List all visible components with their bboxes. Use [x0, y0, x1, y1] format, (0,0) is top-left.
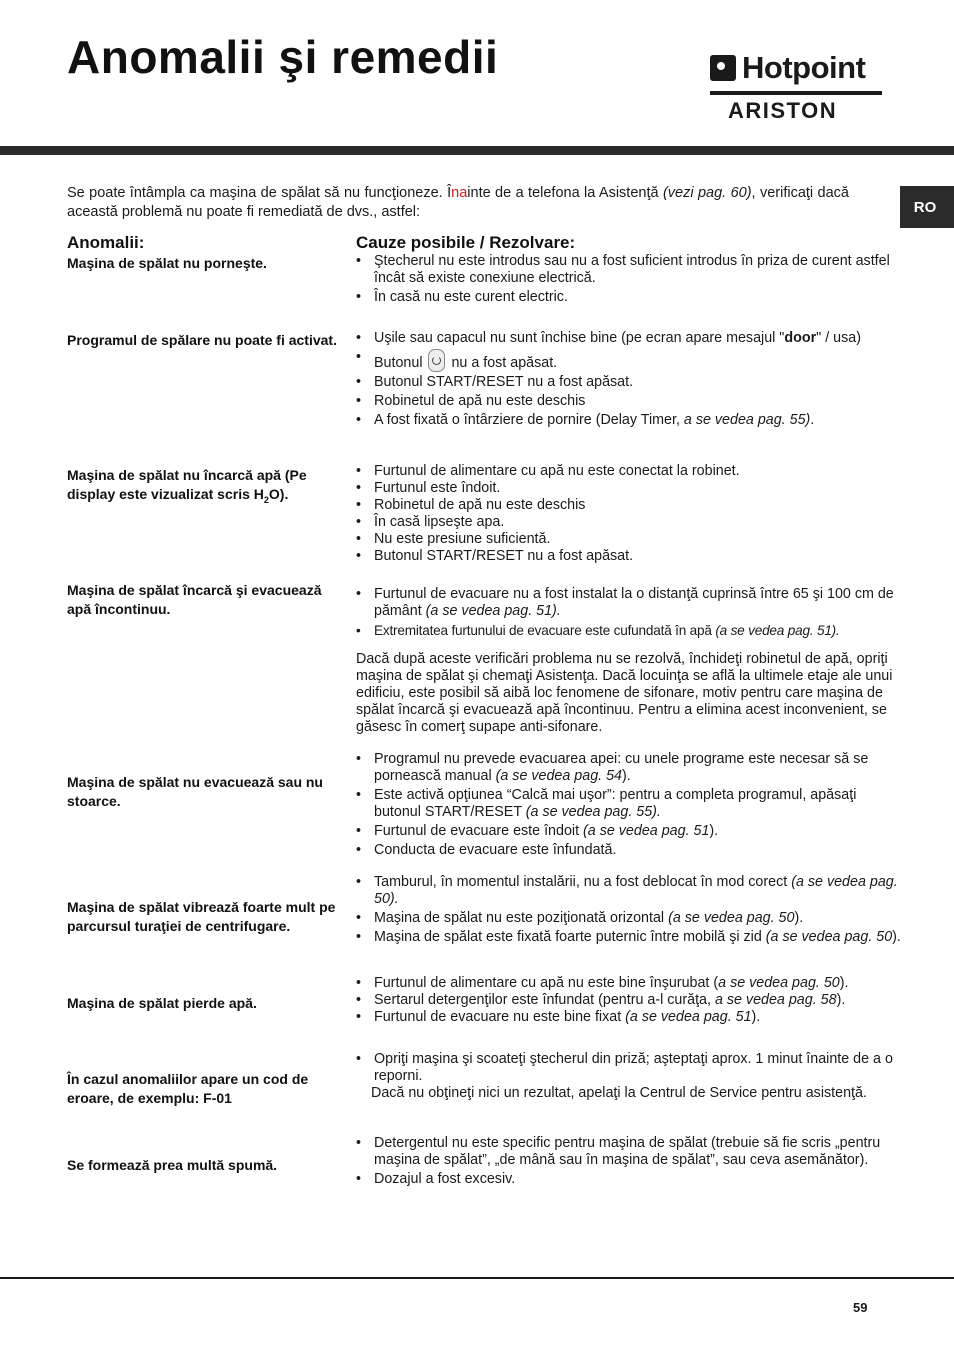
causes-list [356, 330, 901, 431]
cause-text: ). [892, 929, 901, 945]
cause-text: A fost fixată o întârziere de pornire (Delay Timer, [374, 412, 684, 428]
cause-item: • Furtunul este îndoit. [356, 480, 901, 496]
cause-item [356, 412, 901, 429]
cause-item: • Conducta de evacuare este înfundată. [356, 842, 901, 859]
cause-text: Este activă opţiunea “Calcă mai uşor”: pentru a completa programul, apăsaţi butonul START/RESET [374, 787, 857, 820]
cause-item: • Ştecherul nu este introdus sau nu a fost suficient introdus în priza de curent astfel încât să existe conexiune electrică. [356, 253, 901, 287]
cause-text: . [810, 412, 815, 428]
causes-list [356, 975, 901, 1028]
page-title: Anomalii şi remedii [67, 31, 499, 83]
causes-list [356, 874, 901, 948]
cause-text: Furtunul de evacuare este îndoit [374, 823, 584, 839]
page-reference: (a se vedea pag. 55). [525, 804, 661, 820]
cause-item: • Butonul START/RESET nu a fost apăsat. [356, 374, 901, 391]
cause-item: • Opriţi maşina şi scoateţi ştecherul din priză; aşteptaţi aprox. 1 minut înainte de a o reporni. [356, 1051, 901, 1085]
cause-text: ). [836, 992, 846, 1008]
page-reference: a se vedea pag. 58 [714, 992, 837, 1008]
cause-text: Tamburul, în momentul instalării, nu a fost deblocat în mod corect [374, 874, 792, 890]
page-reference: (a se vedea pag. 50). [374, 874, 898, 907]
subscript: 2 [263, 494, 269, 505]
anomaly-label: Programul de spălare nu poate fi activat. [67, 332, 337, 348]
anomaly-label: În cazul anomaliilor apare un cod de eroare, de exemplu: F-01 [67, 1071, 309, 1106]
cause-item [356, 992, 901, 1009]
power-button-icon [428, 349, 445, 372]
causes-list [356, 1135, 901, 1190]
anomaly-label: Maşina de spălat nu evacuează sau nu stoarce. [67, 774, 323, 809]
cause-text: ). [794, 910, 804, 926]
cause-item [356, 787, 901, 821]
cause-item [356, 330, 901, 347]
cause-item: • În casă lipseşte apa. [356, 514, 901, 530]
page-reference: (vezi pag. 60) [662, 185, 752, 201]
page-reference: (a se vedea pag. 54 [495, 768, 622, 784]
cause-item [356, 929, 901, 946]
cause-text: Butonul [374, 355, 427, 371]
cause-item [356, 1009, 901, 1026]
intro-text: , verificaţi dacă această problemă nu poate fi remediată de dvs., astfel: [67, 185, 849, 220]
page-reference: (a se vedea pag. 51). [715, 623, 840, 638]
cause-item: • Nu este presiune suficientă. [356, 531, 901, 547]
door-message: door [784, 330, 817, 346]
cause-item: • Detergentul nu este specific pentru maşina de spălat (trebuie să fie scris „pentru maşina de spălat”, „de mână sau în maşina de spălat”, sau ceva asemănător). [356, 1135, 901, 1169]
page-number: 59 [853, 1300, 868, 1315]
logo-divider [710, 91, 882, 95]
cause-item [356, 586, 901, 620]
cause-item [356, 622, 901, 639]
cause-text: Extremitatea furtunului de evacuare este cufundată în apă [374, 623, 716, 638]
cause-item [356, 874, 901, 908]
cause-text: Furtunul de evacuare nu este bine fixat [374, 1009, 626, 1025]
cause-item: • În casă nu este curent electric. [356, 289, 901, 306]
anomalies-heading: Anomalii: [67, 233, 145, 252]
cause-item [356, 823, 901, 840]
footer-divider [0, 1277, 954, 1279]
brand-name: Hotpoint [742, 50, 866, 85]
page-reference: (a se vedea pag. 51). [425, 603, 561, 619]
causes-list [356, 1051, 901, 1102]
cause-text: Programul nu prevede evacuarea apei: cu unele programe este necesar să se pornească manual [374, 751, 869, 784]
language-tab: RO [900, 186, 954, 228]
brand-logo [708, 50, 884, 125]
cause-item [356, 910, 901, 927]
intro-text: Se poate întâmpla ca maşina de spălat să nu funcţioneze. Î [67, 185, 452, 201]
cause-item: • Robinetul de apă nu este deschis [356, 497, 901, 513]
cause-item [356, 975, 901, 992]
anomaly-label: Maşina de spălat nu porneşte. [67, 255, 267, 271]
causes-list [356, 463, 901, 566]
anomaly-text: O). [268, 486, 289, 502]
causes-list [356, 253, 901, 308]
cause-text: nu a fost apăsat. [447, 355, 558, 371]
cause-text: ). [751, 1009, 761, 1025]
cause-item: • Robinetul de apă nu este deschis [356, 393, 901, 410]
hotpoint-logo-icon [710, 55, 736, 81]
intro-highlight: na [451, 185, 468, 201]
intro-text: inte de a telefona la Asistenţă [467, 185, 663, 201]
page-reference: (a se vedea pag. 50 [765, 929, 893, 945]
anomaly-label: Maşina de spălat vibrează foarte mult pe parcursul turaţiei de centrifugare. [67, 899, 336, 934]
cause-text: ). [622, 768, 631, 784]
brand-subname: ARISTON [728, 98, 838, 123]
cause-item: • Butonul START/RESET nu a fost apăsat. [356, 548, 901, 564]
cause-text: Furtunul de alimentare cu apă nu este bine înşurubat ( [374, 975, 719, 991]
cause-item: • Furtunul de alimentare cu apă nu este conectat la robinet. [356, 463, 901, 479]
cause-note: Dacă nu obţineţi nici un rezultat, apelaţi la Centrul de Service pentru asistenţă. [371, 1085, 867, 1101]
note-paragraph: Dacă după aceste verificări problema nu se rezolvă, închideţi robinetul de apă, opriţi maşina de spălat şi chemaţi Asistenţa. Dacă locuinţa se află la ultimele etaje ale unui edificiu, este posibil să aibă loc fenomene de sifonare, motiv pentru care maşina de spălat încarcă şi evacuează apă încontinuu. Pentru a elimina acest inconvenient, se găsesc în comerţ supape anti-sifonare. [356, 651, 893, 735]
cause-text: Sertarul detergenţilor este înfundat (pentru a-l curăţa, [374, 992, 715, 1008]
anomaly-label: Maşina de spălat pierde apă. [67, 995, 257, 1011]
anomaly-label: Se formează prea multă spumă. [67, 1157, 278, 1173]
causes-list [356, 586, 901, 736]
causes-list [356, 751, 901, 861]
header-divider [0, 146, 954, 155]
page-reference: (a se vedea pag. 50 [668, 910, 795, 926]
page-reference: (a se vedea pag. 51 [583, 823, 710, 839]
cause-item [356, 349, 901, 372]
page-reference: a se vedea pag. 55) [683, 412, 811, 428]
cause-text: Maşina de spălat nu este poziţionată orizontal [374, 910, 669, 926]
cause-text: ). [709, 823, 719, 839]
page-reference: a se vedea pag. 50 [718, 975, 840, 991]
intro-paragraph [67, 184, 849, 222]
cause-item [356, 751, 901, 785]
cause-text: Furtunul de evacuare nu a fost instalat la o distanţă cuprinsă între 65 şi 100 cm de pământ [374, 586, 894, 619]
cause-text: ). [839, 975, 849, 991]
cause-text: Maşina de spălat este fixată foarte puternic între mobilă şi zid [374, 929, 766, 945]
causes-heading: Cauze posibile / Rezolvare: [356, 233, 576, 252]
page-reference: (a se vedea pag. 51 [625, 1009, 752, 1025]
anomaly-label [67, 466, 337, 510]
cause-text: Uşile sau capacul nu sunt închise bine (pe ecran apare mesajul " [374, 330, 785, 346]
cause-item: • Dozajul a fost excesiv. [356, 1171, 901, 1188]
anomaly-label: Maşina de spălat încarcă şi evacuează apă încontinuu. [67, 582, 322, 617]
anomaly-text: Maşina de spălat nu încarcă apă (Pe display este vizualizat scris H [67, 467, 307, 502]
cause-text: " / usa) [816, 330, 861, 346]
